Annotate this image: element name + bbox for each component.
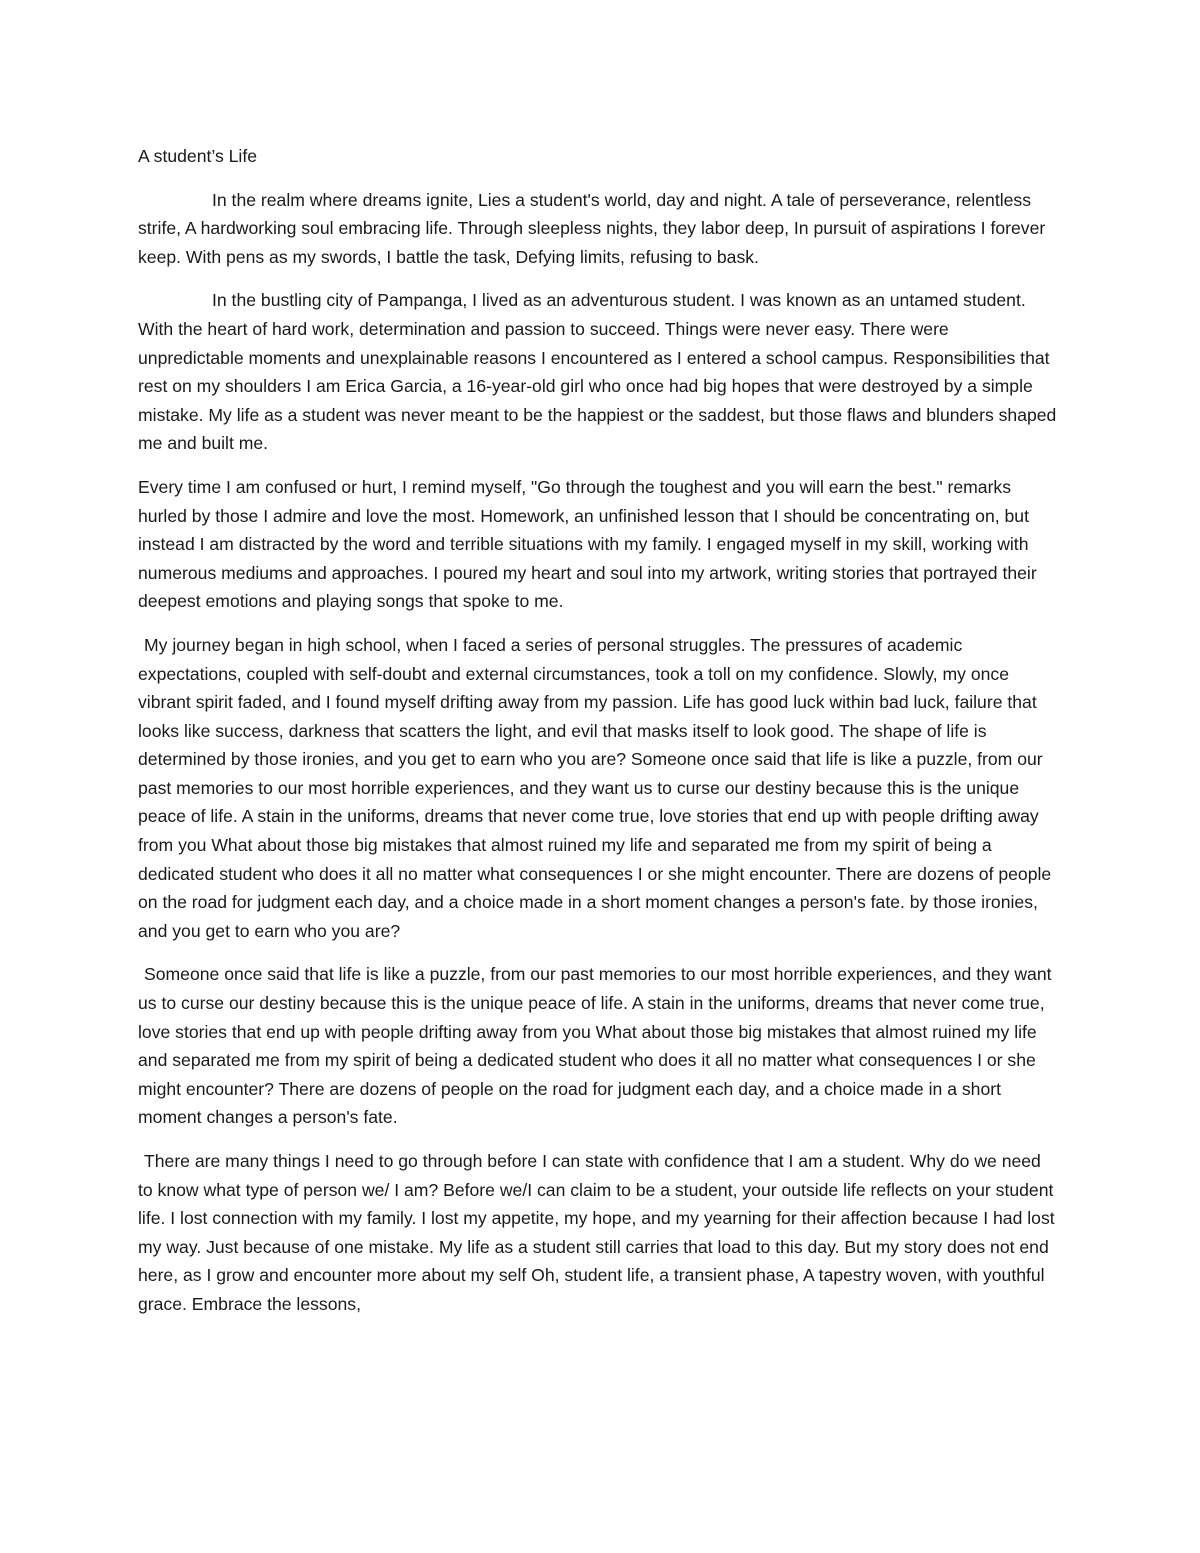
document-body (138, 142, 1058, 1334)
paragraph-journey: My journey began in high school, when I faced a series of personal struggles. The pressures of academic expectations, coupled with self-doubt and external circumstances, took a toll on my confidence. Slowly, my once vibrant spirit faded, and I found myself drifting away from my passion. Life has good luck within bad luck, failure that looks like success, darkness that scatters the light, and evil that masks itself to look good. The shape of life is determined by those ironies, and you get to earn who you are? Someone once said that life is like a puzzle, from our past memories to our most horrible experiences, and they want us to curse our destiny because this is the unique peace of life. A stain in the uniforms, dreams that never come true, love stories that end up with people drifting away from you What about those big mistakes that almost ruined my life and separated me from my spirit of being a dedicated student who does it all no matter what consequences I or she might encounter. There are dozens of people on the road for judgment each day, and a choice made in a short moment changes a person's fate. by those ironies, and you get to earn who you are? (138, 634, 1052, 941)
paragraph-every-time: Every time I am confused or hurt, I remind myself, "Go through the toughest and you will earn the best." remarks hurled by those I admire and love the most. Homework, an unfinished lesson that I should be concentrating on, but instead I am distracted by the word and terrible situations with my family. I engaged myself in my skill, working with numerous mediums and approaches. I poured my heart and soul into my artwork, writing stories that portrayed their deepest emotions and playing songs that spoke to me. (138, 476, 1037, 612)
paragraph-puzzle: Someone once said that life is like a puzzle, from our past memories to our most horrible experiences, and they want us to curse our destiny because this is the unique peace of life. A stain in the uniforms, dreams that never come true, love stories that end up with people drifting away from you What about those big mistakes that almost ruined my life and separated me from my spirit of being a dedicated student who does it all no matter what consequences I or she might encounter? There are dozens of people on the road for judgment each day, and a choice made in a short moment changes a person's fate. (138, 964, 1052, 1128)
paragraph-pampanga: In the bustling city of Pampanga, I lived as an adventurous student. I was known as an untamed student. With the heart of hard work, determination and passion to succeed. Things were never easy. There were unpredictable moments and unexplainable reasons I encountered as I entered a school campus. Responsibilities that rest on my shoulders I am Erica Garcia, a 16-year-old girl who once had big hopes that were destroyed by a simple mistake. My life as a student was never meant to be the happiest or the saddest, but those flaws and blunders shaped me and built me. (138, 290, 1057, 454)
document-title: A student’s Life (138, 146, 258, 166)
paragraph-poem-intro: In the realm where dreams ignite, Lies a student's world, day and night. A tale of perseverance, relentless strife, A hardworking soul embracing life. Through sleepless nights, they labor deep, In pursuit of aspirations I forever keep. With pens as my swords, I battle the task, Defying limits, refusing to bask. (138, 189, 1046, 267)
paragraph-many-things: There are many things I need to go through before I can state with confidence that I am a student. Why do we need to know what type of person we/ I am? Before we/I can claim to be a student, your outside life reflects on your student life. I lost connection with my family. I lost my appetite, my hope, and my yearning for their affection because I had lost my way. Just because of one mistake. My life as a student still carries that load to this day. But my story does not end here, as I grow and encounter more about my self Oh, student life, a transient phase, A tapestry woven, with youthful grace. Embrace the lessons, (138, 1151, 1055, 1314)
